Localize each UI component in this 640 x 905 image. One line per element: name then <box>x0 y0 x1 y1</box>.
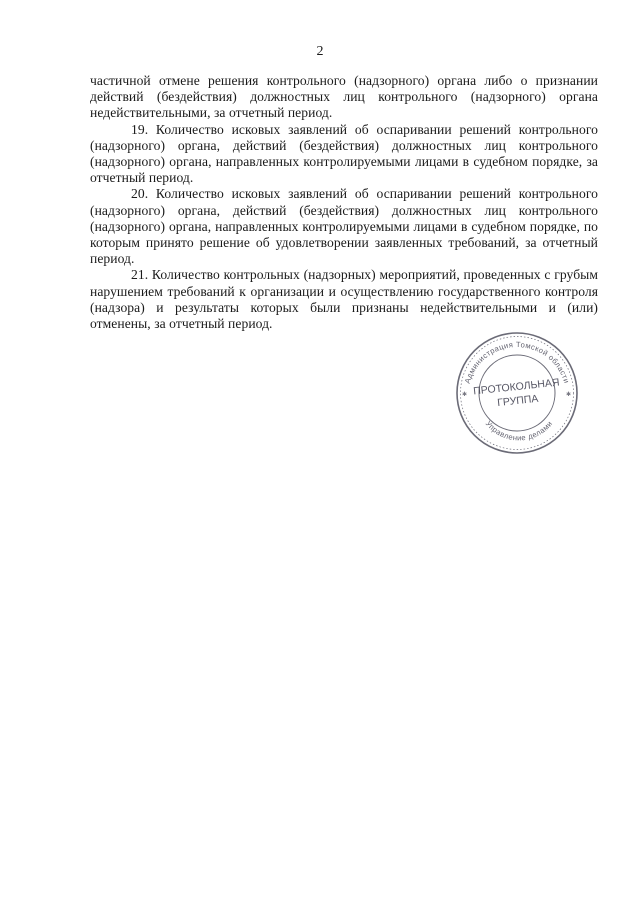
stamp-star-left: ✱ <box>462 391 468 398</box>
stamp-center-line-2: ГРУППА <box>496 392 539 410</box>
stamp-bottom-text: Управление делами <box>483 419 555 443</box>
paragraph-item-20: 20. Количество исковых заявлений об оспаривании решений контрольного (надзорного) органа, действий (бездействия) должностных лиц контрольного (надзорного) органа, направленных контролируемыми лицами в судебном порядке, по которым принято решение об удовлетворении заявленных требований, за отчетный период. <box>90 186 598 267</box>
stamp-center-line-1: ПРОТОКОЛЬНАЯ <box>472 376 561 398</box>
paragraph-item-19: 19. Количество исковых заявлений об оспаривании решений контрольного (надзорного) органа, действий (бездействия) должностных лиц контрольного (надзорного) органа, направленных контролируемыми лицами в судебном порядке, за отчетный период. <box>90 121 598 186</box>
stamp-star-right: ✱ <box>566 391 572 398</box>
paragraph-item-21: 21. Количество контрольных (надзорных) мероприятий, проведенных с грубым нарушением требований к организации и осуществлению государственного контроля (надзора) и результаты которых были признаны недействительными и (или) отменены, за отчетный период. <box>90 267 598 332</box>
stamp-outer-text: Администрация Томской области <box>462 339 572 385</box>
paragraph-continuation: частичной отмене решения контрольного (надзорного) органа либо о признании действий (бездействия) должностных лиц контрольного (надзорного) органа недействительными, за отчетный период. <box>90 73 598 121</box>
document-body <box>90 73 598 332</box>
page-number: 2 <box>316 44 324 59</box>
official-stamp <box>454 330 580 456</box>
